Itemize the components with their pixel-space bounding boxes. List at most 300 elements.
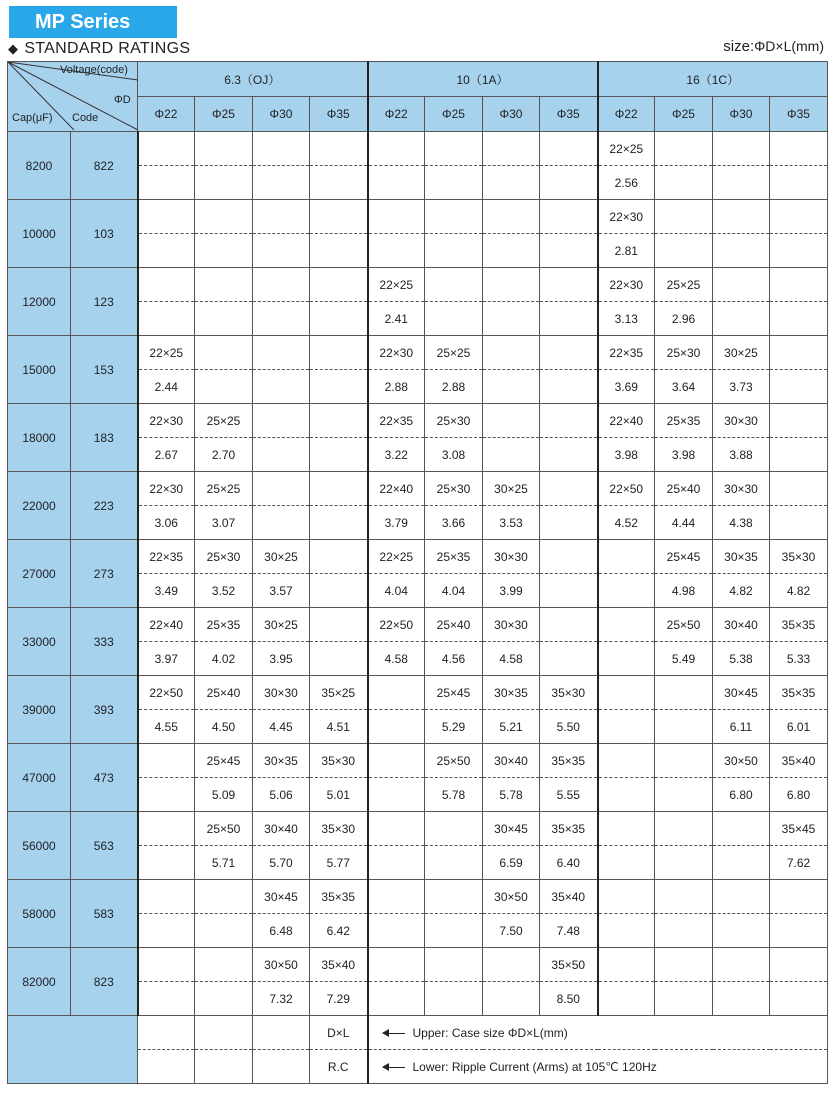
case-size-cell — [655, 200, 713, 234]
case-size-cell — [138, 948, 195, 982]
ripple-current-cell — [310, 642, 368, 676]
case-size-cell — [770, 200, 828, 234]
voltage-group-header: 6.3（OJ） — [138, 62, 368, 97]
code-cell: 123 — [71, 268, 138, 336]
case-size-cell: 22×40 — [368, 472, 425, 506]
ripple-current-cell: 4.02 — [195, 642, 253, 676]
case-size-cell — [195, 200, 253, 234]
ripple-current-cell: 4.82 — [713, 574, 770, 608]
ripple-current-cell — [598, 982, 655, 1016]
ripple-current-cell — [483, 234, 540, 268]
ripple-current-cell — [540, 506, 598, 540]
ripple-current-cell — [138, 982, 195, 1016]
case-size-cell: 25×45 — [655, 540, 713, 574]
case-size-cell: 30×35 — [253, 744, 310, 778]
ripple-current-cell — [368, 778, 425, 812]
ripple-current-cell — [770, 166, 828, 200]
diameter-header: Φ30 — [713, 97, 770, 132]
case-size-cell — [540, 200, 598, 234]
ripple-current-cell — [425, 302, 483, 336]
case-size-cell: 30×25 — [253, 608, 310, 642]
ripple-current-cell: 3.22 — [368, 438, 425, 472]
legend-blank-cell — [195, 1016, 253, 1050]
case-size-cell — [138, 268, 195, 302]
case-size-cell: 22×25 — [368, 268, 425, 302]
ripple-current-cell: 3.66 — [425, 506, 483, 540]
case-size-cell: 22×35 — [138, 540, 195, 574]
ripple-current-cell — [713, 166, 770, 200]
ripple-current-cell: 3.57 — [253, 574, 310, 608]
case-size-cell: 22×40 — [138, 608, 195, 642]
ripple-current-cell — [310, 302, 368, 336]
legend-blank-cell — [253, 1016, 310, 1050]
case-size-cell — [253, 200, 310, 234]
ripple-current-cell — [598, 574, 655, 608]
case-size-cell: 35×35 — [540, 812, 598, 846]
ripple-current-cell: 4.04 — [425, 574, 483, 608]
ripple-current-cell: 2.44 — [138, 370, 195, 404]
case-size-cell — [540, 472, 598, 506]
ripple-current-cell: 7.48 — [540, 914, 598, 948]
ripple-current-cell: 4.98 — [655, 574, 713, 608]
ripple-current-cell: 3.88 — [713, 438, 770, 472]
ripple-current-cell — [368, 914, 425, 948]
case-size-cell: 35×25 — [310, 676, 368, 710]
ripple-current-cell: 3.07 — [195, 506, 253, 540]
case-size-cell — [655, 880, 713, 914]
ripple-current-cell: 5.06 — [253, 778, 310, 812]
case-size-cell: 30×45 — [713, 676, 770, 710]
case-size-cell — [138, 812, 195, 846]
legend-blank-cell — [8, 1016, 138, 1084]
ripple-current-cell: 4.45 — [253, 710, 310, 744]
code-cell: 822 — [71, 132, 138, 200]
case-size-cell — [368, 676, 425, 710]
ripple-current-cell: 3.79 — [368, 506, 425, 540]
ripple-current-cell: 4.55 — [138, 710, 195, 744]
ripple-current-cell — [195, 234, 253, 268]
case-size-cell — [195, 336, 253, 370]
case-size-cell — [253, 404, 310, 438]
case-size-cell: 25×40 — [655, 472, 713, 506]
case-size-cell: 30×50 — [253, 948, 310, 982]
legend-upper-key: D×L — [310, 1016, 368, 1050]
case-size-cell — [713, 948, 770, 982]
ripple-current-cell — [540, 642, 598, 676]
case-size-cell — [138, 132, 195, 166]
case-size-cell: 25×25 — [195, 472, 253, 506]
case-size-cell: 30×30 — [253, 676, 310, 710]
diameter-header: Φ25 — [655, 97, 713, 132]
ripple-current-cell — [713, 914, 770, 948]
diameter-header: Φ25 — [425, 97, 483, 132]
case-size-cell — [310, 472, 368, 506]
ripple-current-cell: 3.53 — [483, 506, 540, 540]
case-size-cell — [713, 132, 770, 166]
size-note — [723, 38, 824, 55]
case-size-cell: 22×30 — [598, 200, 655, 234]
ripple-current-cell — [483, 302, 540, 336]
capacitance-cell: 12000 — [8, 268, 71, 336]
case-size-cell — [425, 132, 483, 166]
code-cell: 393 — [71, 676, 138, 744]
case-size-cell — [770, 880, 828, 914]
ripple-current-cell — [483, 166, 540, 200]
legend-upper — [368, 1016, 828, 1050]
diameter-header: Φ35 — [540, 97, 598, 132]
ripple-current-cell — [195, 302, 253, 336]
case-size-cell: 35×40 — [540, 880, 598, 914]
case-size-cell — [770, 132, 828, 166]
arrow-left-icon — [383, 1067, 405, 1068]
capacitance-cell: 15000 — [8, 336, 71, 404]
case-size-cell — [368, 744, 425, 778]
ripple-current-cell: 3.99 — [483, 574, 540, 608]
ripple-current-cell: 3.06 — [138, 506, 195, 540]
case-size-cell: 30×25 — [253, 540, 310, 574]
capacitance-cell: 39000 — [8, 676, 71, 744]
ripple-current-cell — [770, 914, 828, 948]
case-size-cell: 25×40 — [425, 608, 483, 642]
ripple-current-cell — [368, 982, 425, 1016]
code-cell: 223 — [71, 472, 138, 540]
ripple-current-cell: 3.08 — [425, 438, 483, 472]
ratings-body — [8, 132, 828, 1016]
ripple-current-cell: 6.80 — [770, 778, 828, 812]
ripple-current-cell: 5.50 — [540, 710, 598, 744]
case-size-cell: 30×30 — [713, 404, 770, 438]
ripple-current-cell — [770, 370, 828, 404]
case-size-cell — [483, 132, 540, 166]
legend-lower — [368, 1050, 828, 1084]
ripple-current-cell — [310, 370, 368, 404]
case-size-cell: 22×30 — [598, 268, 655, 302]
ripple-current-cell: 3.64 — [655, 370, 713, 404]
ripple-current-cell: 2.81 — [598, 234, 655, 268]
ripple-current-cell: 4.56 — [425, 642, 483, 676]
ripple-current-cell: 3.49 — [138, 574, 195, 608]
case-size-cell: 22×50 — [598, 472, 655, 506]
case-size-cell — [713, 812, 770, 846]
case-size-cell — [310, 268, 368, 302]
ripple-current-cell — [138, 166, 195, 200]
ripple-current-cell — [138, 234, 195, 268]
ripple-current-cell: 4.51 — [310, 710, 368, 744]
ripple-current-cell — [713, 982, 770, 1016]
ripple-current-cell — [310, 166, 368, 200]
case-size-cell — [770, 268, 828, 302]
ripple-current-cell — [540, 234, 598, 268]
capacitance-cell: 22000 — [8, 472, 71, 540]
case-size-cell — [425, 268, 483, 302]
ripple-current-cell — [540, 370, 598, 404]
case-size-cell: 25×45 — [195, 744, 253, 778]
legend-blank-cell — [195, 1050, 253, 1084]
ripple-current-cell — [655, 166, 713, 200]
case-size-cell — [713, 880, 770, 914]
case-size-cell — [310, 336, 368, 370]
ripple-current-cell — [310, 506, 368, 540]
ripple-current-cell — [598, 846, 655, 880]
case-size-cell — [368, 948, 425, 982]
code-cell: 183 — [71, 404, 138, 472]
case-size-cell: 30×25 — [713, 336, 770, 370]
case-size-cell: 35×40 — [770, 744, 828, 778]
case-size-cell: 25×35 — [195, 608, 253, 642]
case-size-cell: 30×30 — [483, 540, 540, 574]
case-size-cell — [483, 200, 540, 234]
case-size-cell — [310, 608, 368, 642]
ripple-current-cell: 4.38 — [713, 506, 770, 540]
ripple-current-cell — [310, 438, 368, 472]
capacitance-cell: 27000 — [8, 540, 71, 608]
ripple-current-cell: 3.95 — [253, 642, 310, 676]
case-size-cell: 25×25 — [425, 336, 483, 370]
case-size-cell: 22×30 — [368, 336, 425, 370]
diameter-header: Φ25 — [195, 97, 253, 132]
diameter-header: Φ35 — [770, 97, 828, 132]
case-size-cell — [770, 404, 828, 438]
case-size-cell: 30×50 — [713, 744, 770, 778]
code-label: Code — [72, 112, 99, 124]
ripple-current-cell — [425, 982, 483, 1016]
ripple-current-cell: 5.09 — [195, 778, 253, 812]
case-size-cell: 25×25 — [655, 268, 713, 302]
ripple-current-cell — [138, 914, 195, 948]
case-size-cell: 35×30 — [770, 540, 828, 574]
arrow-left-icon — [383, 1033, 405, 1034]
case-size-cell: 30×35 — [713, 540, 770, 574]
case-size-cell — [310, 404, 368, 438]
code-cell: 823 — [71, 948, 138, 1016]
ripple-current-cell: 5.21 — [483, 710, 540, 744]
ripple-current-cell — [195, 914, 253, 948]
ripple-current-cell: 5.78 — [425, 778, 483, 812]
code-cell: 473 — [71, 744, 138, 812]
ripple-current-cell: 3.98 — [598, 438, 655, 472]
case-size-cell — [655, 744, 713, 778]
ripple-current-cell — [425, 914, 483, 948]
case-size-cell: 25×25 — [195, 404, 253, 438]
ripple-current-cell — [770, 438, 828, 472]
case-size-cell: 35×30 — [310, 812, 368, 846]
ripple-current-cell: 7.62 — [770, 846, 828, 880]
case-size-cell — [253, 336, 310, 370]
ripple-current-cell — [425, 846, 483, 880]
ripple-current-cell — [655, 982, 713, 1016]
case-size-cell: 30×45 — [253, 880, 310, 914]
ripple-current-cell — [195, 370, 253, 404]
ripple-current-cell: 6.11 — [713, 710, 770, 744]
ripple-current-cell: 4.58 — [483, 642, 540, 676]
ripple-current-cell: 2.41 — [368, 302, 425, 336]
case-size-cell: 22×40 — [598, 404, 655, 438]
case-size-cell — [310, 200, 368, 234]
diamond-icon: ◆ — [8, 41, 19, 56]
case-size-cell: 35×40 — [310, 948, 368, 982]
ripple-current-cell — [770, 506, 828, 540]
ripple-current-cell — [425, 234, 483, 268]
case-size-cell — [138, 744, 195, 778]
case-size-cell: 22×25 — [138, 336, 195, 370]
ripple-current-cell: 5.38 — [713, 642, 770, 676]
ripple-current-cell: 6.48 — [253, 914, 310, 948]
case-size-cell: 35×45 — [770, 812, 828, 846]
ripple-current-cell: 6.80 — [713, 778, 770, 812]
case-size-cell: 22×25 — [598, 132, 655, 166]
ripple-current-cell — [253, 302, 310, 336]
case-size-cell — [310, 132, 368, 166]
ripple-current-cell — [598, 914, 655, 948]
ripple-current-cell: 6.40 — [540, 846, 598, 880]
case-size-cell: 30×25 — [483, 472, 540, 506]
case-size-cell — [483, 268, 540, 302]
case-size-cell — [425, 880, 483, 914]
diameter-header: Φ30 — [253, 97, 310, 132]
case-size-cell: 35×30 — [540, 676, 598, 710]
case-size-cell — [425, 200, 483, 234]
capacitance-cell: 18000 — [8, 404, 71, 472]
capacitance-cell: 47000 — [8, 744, 71, 812]
case-size-cell: 22×30 — [138, 404, 195, 438]
case-size-cell — [598, 676, 655, 710]
ripple-current-cell — [770, 234, 828, 268]
case-size-cell: 25×45 — [425, 676, 483, 710]
ripple-current-cell — [253, 370, 310, 404]
case-size-cell: 25×35 — [655, 404, 713, 438]
ripple-current-cell — [310, 234, 368, 268]
ripple-current-cell — [655, 846, 713, 880]
ripple-current-cell: 2.96 — [655, 302, 713, 336]
case-size-cell: 22×50 — [138, 676, 195, 710]
ripple-current-cell: 2.88 — [368, 370, 425, 404]
case-size-cell: 22×35 — [598, 336, 655, 370]
ripple-current-cell: 5.49 — [655, 642, 713, 676]
ripple-current-cell — [368, 166, 425, 200]
ripple-current-cell: 5.70 — [253, 846, 310, 880]
ripple-current-cell — [195, 166, 253, 200]
case-size-cell — [598, 608, 655, 642]
case-size-cell: 30×40 — [253, 812, 310, 846]
capacitance-cell: 33000 — [8, 608, 71, 676]
ripple-current-cell: 5.77 — [310, 846, 368, 880]
ripple-current-cell — [138, 778, 195, 812]
ripple-current-cell — [483, 370, 540, 404]
case-size-cell — [770, 336, 828, 370]
ripple-current-cell: 8.50 — [540, 982, 598, 1016]
case-size-cell — [253, 472, 310, 506]
case-size-cell — [138, 880, 195, 914]
case-size-cell — [655, 812, 713, 846]
code-cell: 273 — [71, 540, 138, 608]
ripple-current-cell: 6.01 — [770, 710, 828, 744]
case-size-cell — [195, 948, 253, 982]
diameter-header: Φ22 — [598, 97, 655, 132]
ripple-current-cell: 4.58 — [368, 642, 425, 676]
case-size-cell: 35×35 — [310, 880, 368, 914]
ripple-current-cell — [655, 914, 713, 948]
case-size-cell — [483, 336, 540, 370]
ripple-current-cell: 5.71 — [195, 846, 253, 880]
case-size-cell — [310, 540, 368, 574]
case-size-cell: 25×50 — [195, 812, 253, 846]
ripple-current-cell — [598, 778, 655, 812]
case-size-cell: 25×40 — [195, 676, 253, 710]
ripple-current-cell — [253, 234, 310, 268]
ripple-current-cell — [655, 778, 713, 812]
case-size-cell — [425, 948, 483, 982]
legend-blank-cell — [138, 1016, 195, 1050]
case-size-cell: 30×35 — [483, 676, 540, 710]
ripple-current-cell: 5.29 — [425, 710, 483, 744]
case-size-cell — [770, 472, 828, 506]
case-size-cell — [655, 676, 713, 710]
ripple-current-cell: 7.50 — [483, 914, 540, 948]
ripple-current-cell: 5.01 — [310, 778, 368, 812]
ripple-current-cell — [655, 234, 713, 268]
case-size-cell: 30×40 — [483, 744, 540, 778]
case-size-cell — [598, 812, 655, 846]
ripple-current-cell: 2.88 — [425, 370, 483, 404]
ripple-current-cell — [655, 710, 713, 744]
ripple-current-cell: 5.33 — [770, 642, 828, 676]
case-size-cell — [368, 132, 425, 166]
case-size-cell — [598, 540, 655, 574]
legend-blank-cell — [138, 1050, 195, 1084]
ripple-current-cell: 3.73 — [713, 370, 770, 404]
case-size-cell — [540, 608, 598, 642]
ripple-current-cell — [713, 846, 770, 880]
legend-blank-cell — [253, 1050, 310, 1084]
legend-lower-key: R.C — [310, 1050, 368, 1084]
case-size-cell — [655, 948, 713, 982]
voltage-group-header: 16（1C） — [598, 62, 828, 97]
ripple-current-cell: 5.78 — [483, 778, 540, 812]
ripple-current-cell: 7.32 — [253, 982, 310, 1016]
ripple-current-cell — [540, 302, 598, 336]
diameter-header: Φ22 — [368, 97, 425, 132]
case-size-cell: 25×30 — [425, 404, 483, 438]
ripple-current-cell — [598, 710, 655, 744]
ripple-current-cell: 3.69 — [598, 370, 655, 404]
case-size-cell — [368, 880, 425, 914]
case-size-cell: 25×30 — [655, 336, 713, 370]
ripple-current-cell — [368, 234, 425, 268]
ripple-current-cell: 5.55 — [540, 778, 598, 812]
case-size-cell: 22×50 — [368, 608, 425, 642]
ripple-current-cell: 4.44 — [655, 506, 713, 540]
case-size-cell — [540, 404, 598, 438]
ripple-current-cell: 3.13 — [598, 302, 655, 336]
ripple-current-cell — [540, 574, 598, 608]
case-size-cell: 30×50 — [483, 880, 540, 914]
case-size-cell — [195, 132, 253, 166]
capacitance-cell: 58000 — [8, 880, 71, 948]
ripple-current-cell — [483, 982, 540, 1016]
case-size-cell — [483, 404, 540, 438]
ripple-current-cell — [138, 302, 195, 336]
capacitance-cell: 82000 — [8, 948, 71, 1016]
cap-label: Cap(μF) — [12, 112, 53, 124]
ratings-table — [7, 61, 828, 1084]
capacitance-cell: 10000 — [8, 200, 71, 268]
case-size-cell — [253, 132, 310, 166]
ripple-current-cell: 4.82 — [770, 574, 828, 608]
ripple-current-cell — [713, 302, 770, 336]
ripple-current-cell — [253, 438, 310, 472]
case-size-cell: 22×30 — [138, 472, 195, 506]
case-size-cell — [425, 812, 483, 846]
